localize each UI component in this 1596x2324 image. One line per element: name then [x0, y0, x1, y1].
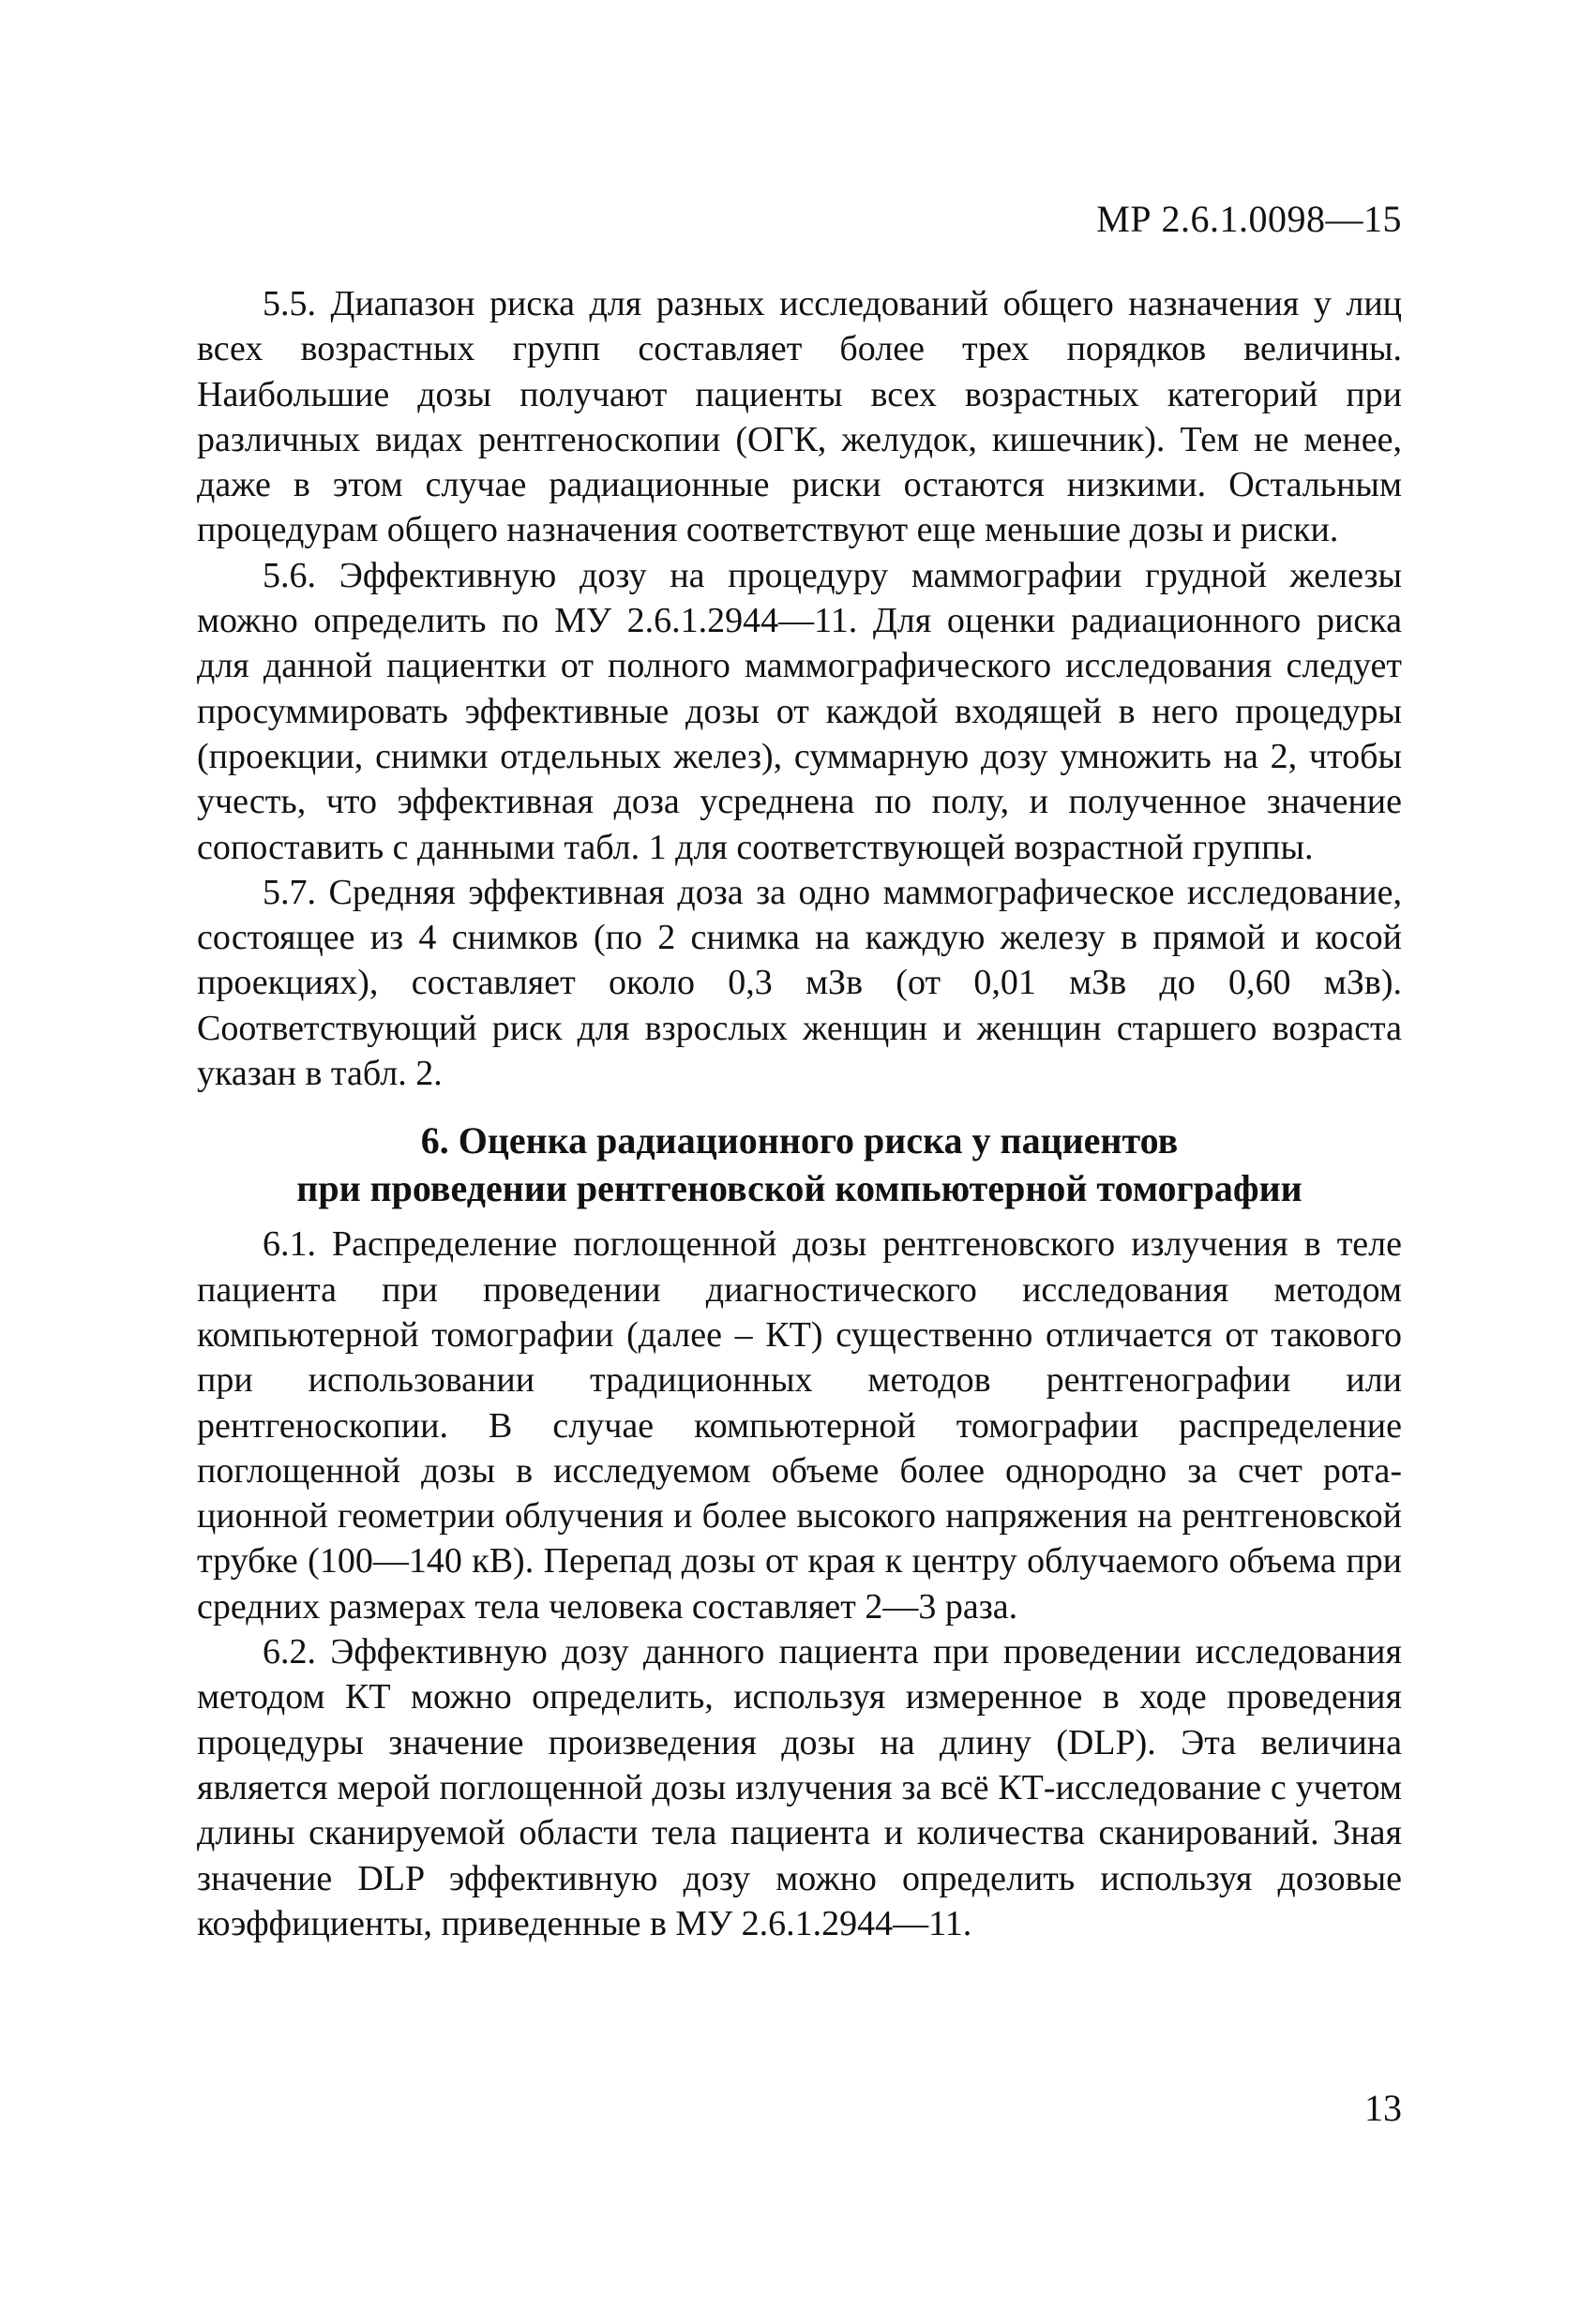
paragraph-5-5: 5.5. Диапазон риска для разных исследований общего назначения у лиц всех возрастных групп составляет более трех порядков величины. Наибольшие дозы получают пациенты всех возрастных категорий при различных видах рентгеноскопии (ОГК, желудок, кишечник). Тем не менее, даже в этом случае радиационные риски остаются низкими. Остальным процедурам общего назначения соответствуют еще меньшие дозы и риски. [197, 284, 1402, 550]
document-code: МР 2.6.1.0098—15 [1096, 198, 1402, 240]
page-content [197, 281, 1402, 1946]
paragraph-5-7: 5.7. Средняя эффективная доза за одно маммографическое исследование, состоящее из 4 снимков (по 2 снимка на каждую железу в прямой и косой проекциях), составляет около 0,3 мЗв (от 0,01 мЗв до 0,60 мЗв). Соответствующий риск для взрослых женщин и женщин старшего возраста указан в табл. 2. [197, 872, 1402, 1094]
paragraph-6-1: 6.1. Распределение поглощенной дозы рентгеновского излучения в теле пациента при проведении диагностического исследования методом компьютерной томографии (далее – КТ) существенно отличается от такового при использовании традиционных методов рентгенографии или рентгеноскопии. В случае компьютерной томографии распределение поглощенной дозы в исследуемом объеме более однородно за счет ротационной геометрии облучения и более высокого напряжения на рентгеновской трубке (100—140 кВ). Перепад дозы от края к центру облучаемого объема при средних размерах тела человека составляет 2—3 раза. [197, 1224, 1402, 1627]
paragraph-6-2: 6.2. Эффективную дозу данного пациента при проведении исследования методом КТ можно определить, используя измеренное в ходе проведения процедуры значение произведения дозы на длину (DLP). Эта величина является мерой поглощенной дозы излучения за всё КТ-исследование с учетом длины сканируемой области тела пациента и количества сканирований. Зная значение DLP эффективную дозу можно определить используя дозовые коэффициенты, приведенные в МУ 2.6.1.2944—11. [197, 1632, 1402, 1943]
paragraph-5-6: 5.6. Эффективную дозу на процедуру маммографии грудной железы можно определить по МУ 2.6.1.2944—11. Для оценки радиационного риска для данной пациентки от полного маммографического исследования следует просуммировать эффективные дозы от каждой входящей в него процедуры (проекции, снимки отдельных желез), суммарную дозу умножить на 2, чтобы учесть, что эффективная доза усреднена по полу, и полученное значение сопоставить с данными табл. 1 для соответствующей возрастной группы. [197, 555, 1402, 867]
section-6-heading-line-1: 6. Оценка радиационного риска у пациентов [420, 1119, 1179, 1162]
section-6-heading [197, 1117, 1402, 1212]
section-6-heading-line-2: при проведении рентгеновской компьютерной томографии [296, 1167, 1302, 1210]
page-number: 13 [1364, 2087, 1402, 2129]
